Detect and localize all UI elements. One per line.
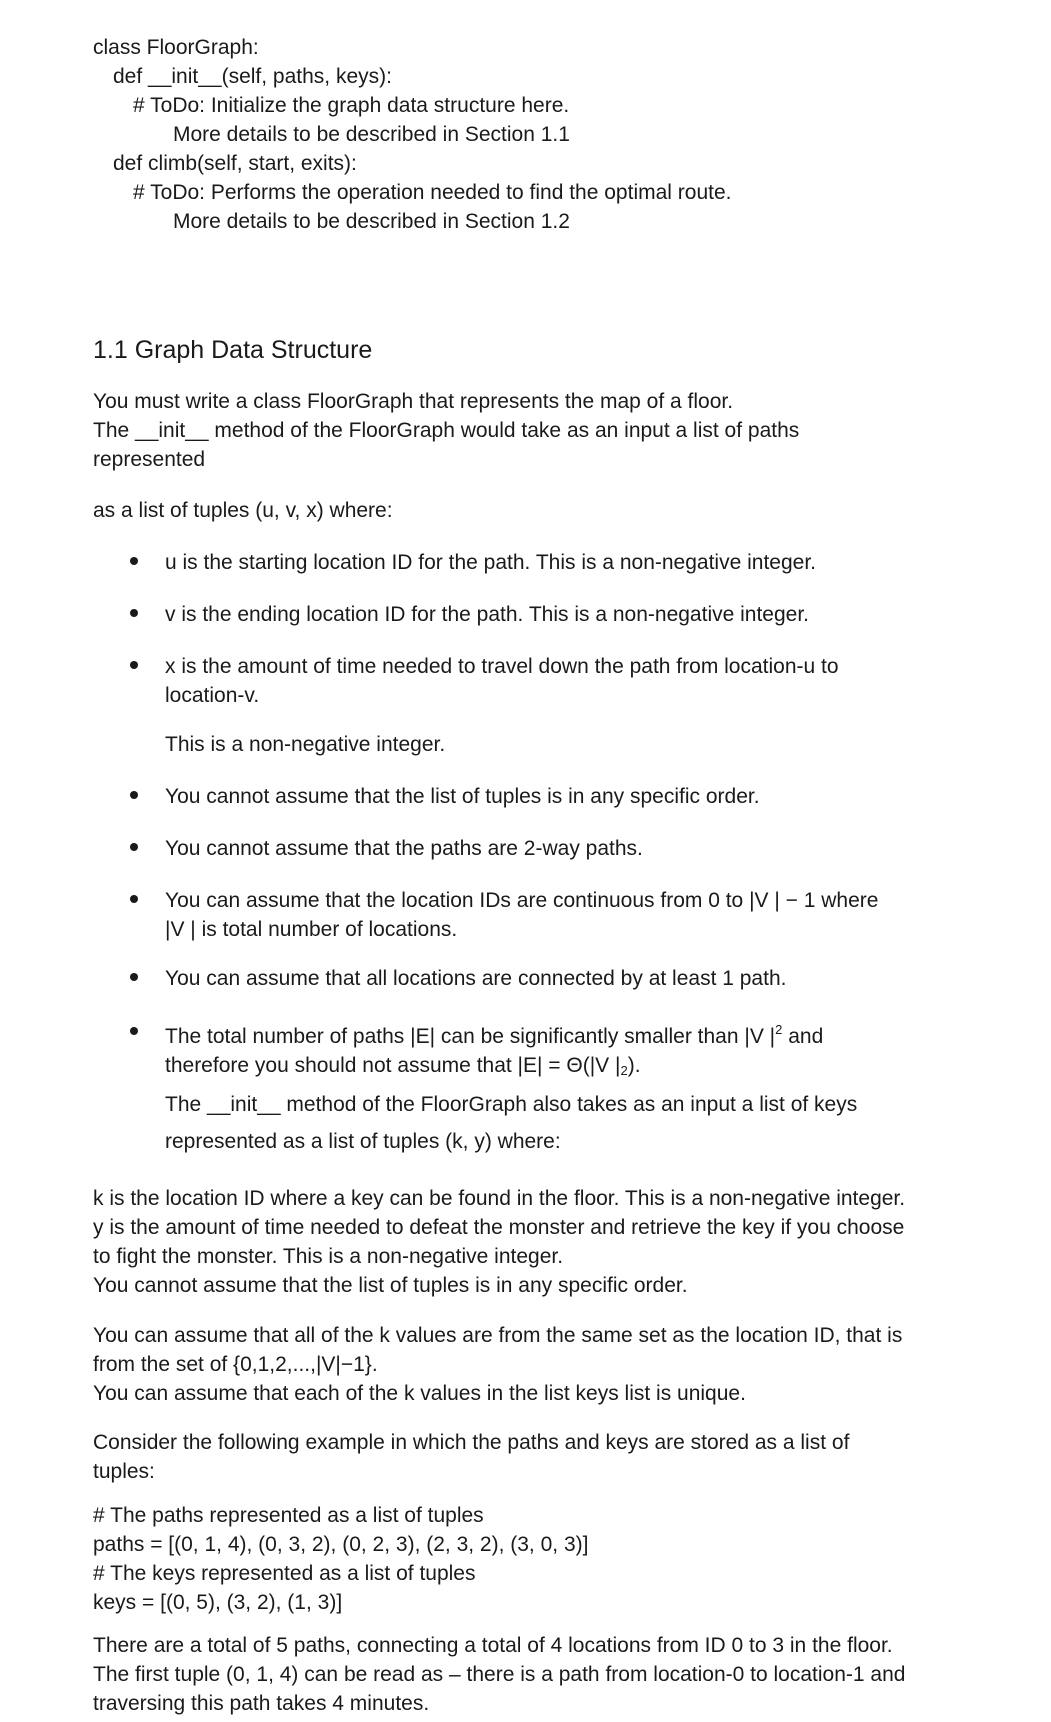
bullet-text: You can assume that the location IDs are continuous from 0 to |V | − 1 where <box>165 889 879 912</box>
paragraph-line: represented <box>93 448 206 471</box>
paragraph-line: The __init__ method of the FloorGraph would take as an input a list of paths <box>93 419 800 442</box>
bullet-text: location-v. <box>165 684 260 707</box>
code-line: class FloorGraph: <box>93 36 259 59</box>
bullet-text <box>165 1051 641 1080</box>
bullet-text-part: ). <box>627 1054 641 1077</box>
code-line: # The paths represented as a list of tuples <box>93 1504 484 1527</box>
bullet-text <box>165 1022 823 1051</box>
paragraph-line: The first tuple (0, 1, 4) can be read as – there is a path from location-0 to location-1 and <box>93 1663 906 1686</box>
section-heading: 1.1 Graph Data Structure <box>93 336 373 364</box>
code-line: def __init__(self, paths, keys): <box>113 65 392 88</box>
bullet-text: You cannot assume that the list of tuples is in any specific order. <box>165 785 760 808</box>
code-line: # ToDo: Initialize the graph data structure here. <box>133 94 570 117</box>
code-line: def climb(self, start, exits): <box>113 152 357 175</box>
bullet-text-part: The total number of paths |E| can be significantly smaller than |V | <box>165 1025 776 1048</box>
paragraph-line: You can assume that all of the k values are from the same set as the location ID, that is <box>93 1324 903 1347</box>
paragraph-line: k is the location ID where a key can be found in the floor. This is a non-negative integer. <box>93 1187 906 1210</box>
subscript: 2 <box>620 1063 628 1078</box>
code-line: # ToDo: Performs the operation needed to find the optimal route. <box>133 181 732 204</box>
paragraph-line: You cannot assume that the list of tuples is in any specific order. <box>93 1274 688 1297</box>
bullet-text: You can assume that all locations are connected by at least 1 path. <box>165 967 787 990</box>
superscript: 2 <box>775 1022 783 1037</box>
bullet-dot <box>130 973 138 981</box>
bullet-dot <box>130 895 138 903</box>
paragraph-line: tuples: <box>93 1460 155 1483</box>
paragraph-line: from the set of {0,1,2,...,|V|−1}. <box>93 1353 378 1376</box>
code-line: keys = [(0, 5), (3, 2), (1, 3)] <box>93 1591 343 1614</box>
bullet-text-part: therefore you should not assume that |E| = Θ(|V | <box>165 1054 621 1077</box>
bullet-dot <box>130 661 138 669</box>
bullet-text: u is the starting location ID for the path. This is a non-negative integer. <box>165 551 816 574</box>
bullet-text: x is the amount of time needed to travel down the path from location-u to <box>165 655 839 678</box>
bullet-text: |V | is total number of locations. <box>165 918 458 941</box>
bullet-text: This is a non-negative integer. <box>165 733 446 756</box>
paragraph-line: You must write a class FloorGraph that represents the map of a floor. <box>93 390 734 413</box>
paragraph-line: as a list of tuples (u, v, x) where: <box>93 499 393 522</box>
paragraph-line: Consider the following example in which the paths and keys are stored as a list of <box>93 1431 850 1454</box>
bullet-text: You cannot assume that the paths are 2-way paths. <box>165 837 643 860</box>
code-line: More details to be described in Section 1.2 <box>173 210 570 233</box>
paragraph-line: traversing this path takes 4 minutes. <box>93 1692 430 1715</box>
bullet-dot <box>130 1027 138 1035</box>
code-line: paths = [(0, 1, 4), (0, 3, 2), (0, 2, 3), (2, 3, 2), (3, 0, 3)] <box>93 1533 589 1556</box>
bullet-text: The __init__ method of the FloorGraph also takes as an input a list of keys <box>165 1093 858 1116</box>
paragraph-line: There are a total of 5 paths, connecting a total of 4 locations from ID 0 to 3 in the floor. <box>93 1634 893 1657</box>
bullet-text-part: and <box>782 1025 824 1048</box>
bullet-text: v is the ending location ID for the path. This is a non-negative integer. <box>165 603 810 626</box>
code-line: More details to be described in Section 1.1 <box>173 123 570 146</box>
bullet-dot <box>130 557 138 565</box>
bullet-dot <box>130 843 138 851</box>
paragraph-line: y is the amount of time needed to defeat the monster and retrieve the key if you choose <box>93 1216 905 1239</box>
code-line: # The keys represented as a list of tuples <box>93 1562 476 1585</box>
paragraph-line: to fight the monster. This is a non-negative integer. <box>93 1245 564 1268</box>
bullet-text: represented as a list of tuples (k, y) where: <box>165 1130 561 1153</box>
paragraph-line: You can assume that each of the k values in the list keys list is unique. <box>93 1382 746 1405</box>
bullet-dot <box>130 609 138 617</box>
bullet-dot <box>130 791 138 799</box>
